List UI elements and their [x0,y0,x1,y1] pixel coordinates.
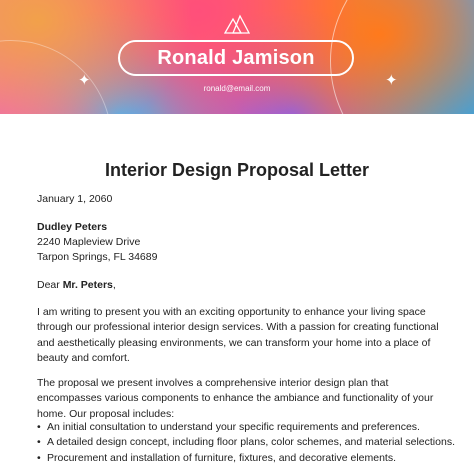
sender-name-pill [118,40,354,76]
body-paragraph: The proposal we present involves a comprehensive interior design plan that encompasses various components to enhance the ambiance and functionality of your home. Our proposal includes: [37,377,434,420]
bullet-icon: • [37,421,41,433]
bullet-icon: • [37,451,41,464]
body-paragraph: I am writing to present you with an exciting opportunity to enhance your living space through our professional interior design services. With a passion for creating functional and aesthetically pleasing environments, we can transform your home into a place of beauty and comfort. [37,306,439,365]
salutation [37,278,116,293]
sparkle-icon: ✦ [78,71,91,89]
recipient-street: 2240 Mapleview Drive [37,236,141,248]
proposal-list [37,420,457,466]
decorative-arc [0,40,112,114]
recipient-city: Tarpon Springs, FL 34689 [37,251,158,263]
list-item [37,420,457,435]
list-item-text: Procurement and installation of furniture, fixtures, and decorative elements. [47,451,397,464]
salutation-name: Mr. Peters [62,279,113,291]
list-item [37,435,457,450]
sparkle-icon: ✦ [385,71,398,89]
salutation-suffix: , [112,279,116,291]
sender-name: Ronald Jamison [157,46,315,69]
list-item-text: A detailed design concept, including floor plans, color schemes, and material selections. [47,436,455,449]
bullet-icon: • [37,436,41,449]
salutation-prefix: Dear [37,279,63,291]
header-banner [0,0,474,114]
letter-date: January 1, 2060 [37,193,113,205]
list-item [37,451,457,466]
document-title: Interior Design Proposal Letter [104,160,370,180]
mountain-triangles-logo-icon [223,14,251,34]
list-item-text: An initial consultation to understand your specific requirements and preferences. [47,421,420,433]
sender-email: ronald@email.com [203,84,271,93]
recipient-name: Dudley Peters [37,221,108,233]
